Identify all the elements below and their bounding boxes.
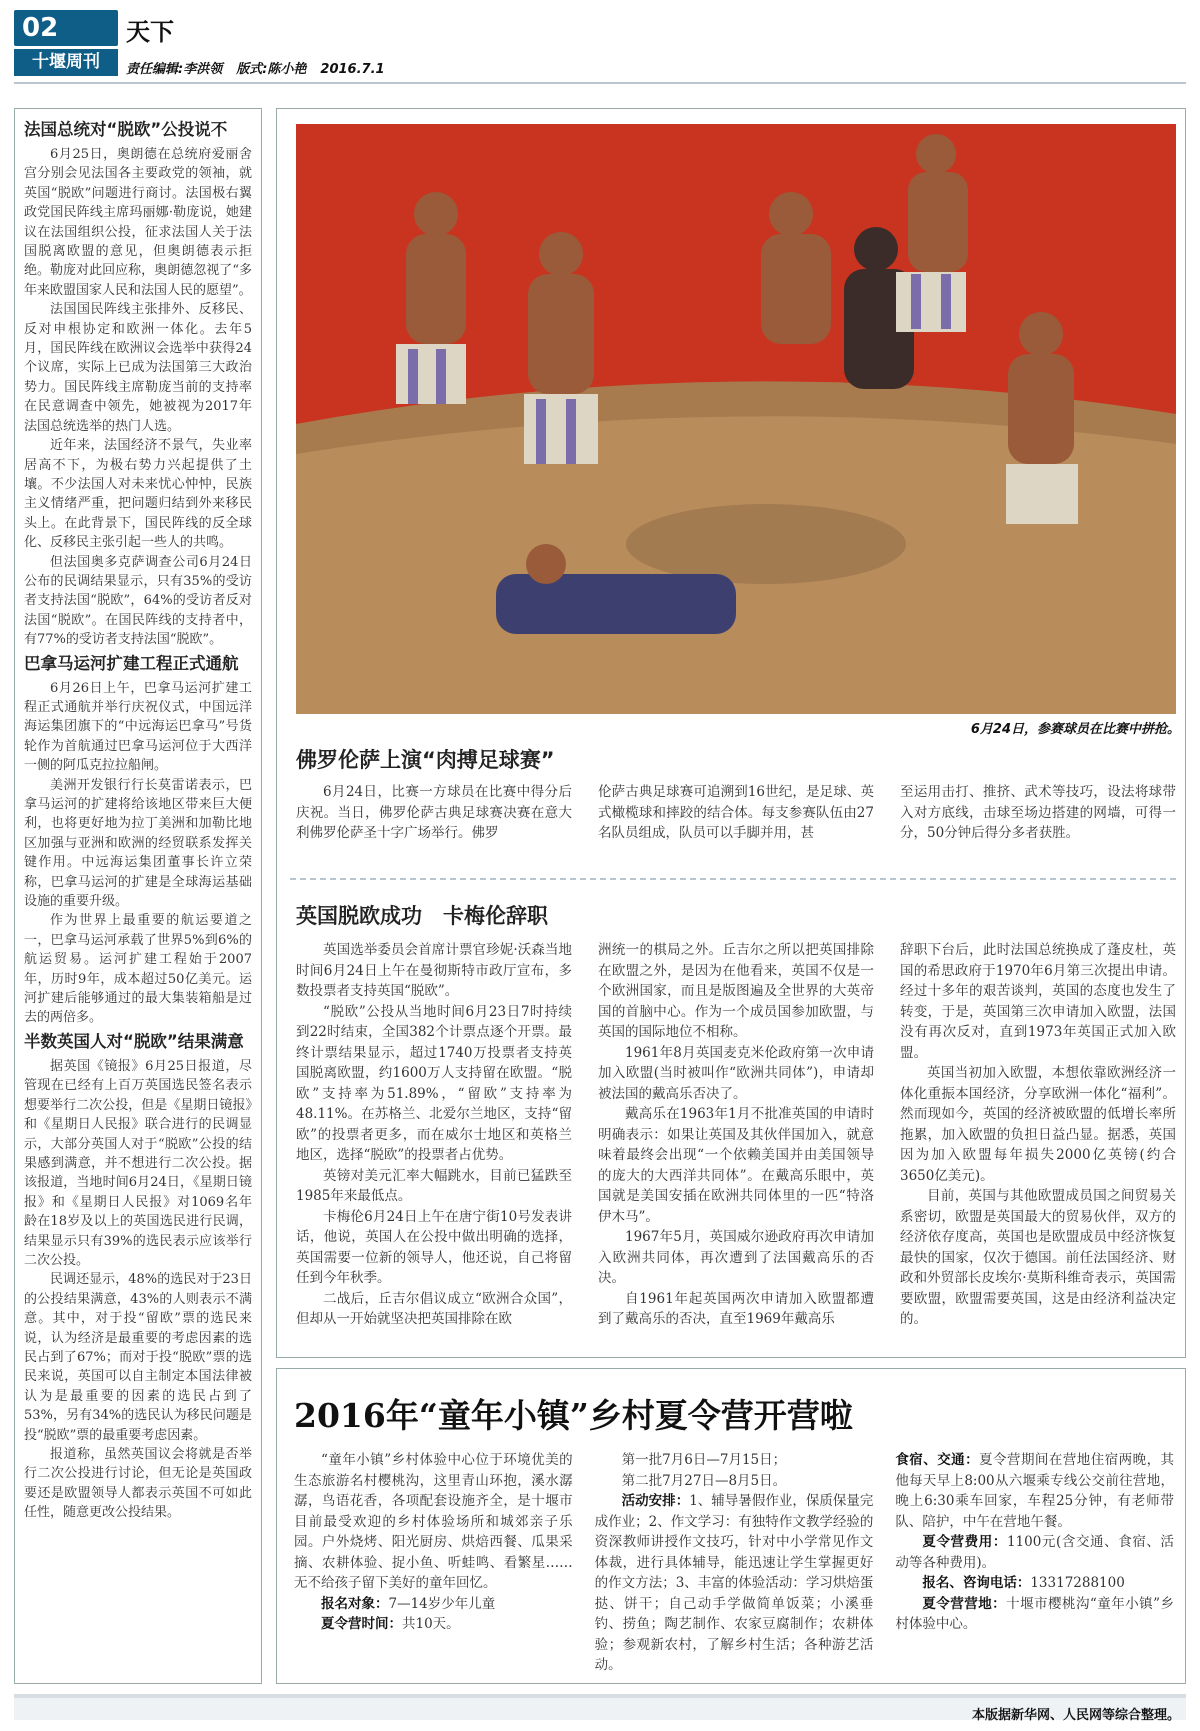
camp-item-value: 夏令营期间在营地住宿两晚，其他每天早上8:00从六堰乘专线公交前往营地，晚上6:30乘车回家，车程25分钟，有老师带队、陪护，中午在营地午餐。 [895,1452,1175,1530]
left-column [14,108,262,1684]
page-header [14,10,1186,88]
brexit-paragraph: 英国当初加入欧盟，本想依靠欧洲经济一体化重振本国经济，分享欧洲一体化“福利”。然而现如今，英国的经济被欧盟的低增长率所拖累，加入欧盟的负担日益凸显。据悉，英国因为加入欧盟每年损失2000亿英镑(约合3650亿美元)。 [900,1065,1176,1184]
camp-item-value: 第二批7月27日—8月5日。 [621,1472,787,1489]
brexit-paragraph: 二战后，丘吉尔倡议成立“欧洲合众国”，但却从一开始就坚决把英国排除在欧 [296,1290,572,1327]
left-article-paragraph: 作为世界上最重要的航运要道之一，巴拿马运河承载了世界5%到6%的航运贸易。运河扩建工程始于2007年，历时9年，成本超过50亿美元。运河扩建后能够通过的最大集装箱船是过去的两倍多。 [24,913,252,1026]
camp-column [895,1450,1174,1676]
brexit-paragraph: “脱欧”公投从当地时间6月23日7时持续到22时结束，全国382个计票点逐个开票。最终计票结果显示，超过1740万投票者支持英国脱离欧盟，约1600万人支持留在欧盟。“脱欧”支持率为51.89%，“留欧”支持率为48.11%。在苏格兰、北爱尔兰地区，支持“留欧”的投票者更多，而在威尔士地区和英格兰地区，选择“脱欧”的投票者占优势。 [296,1003,572,1163]
football-column [900,782,1176,844]
byline [126,58,399,77]
left-article-paragraph: 据英国《镜报》6月25日报道，尽管现在已经有上百万英国选民签名表示想要举行二次公投，但是《星期日镜报》和《星期日人民报》联合进行的民调显示，大部分英国人对于“脱欧”公投的结果感到满意，并不想进行二次公投。据该报道，当地时间6月24日，《星期日镜报》和《星期日人民报》对1069名年龄在18岁及以上的英国选民进行民调，结果显示只有39%的选民表示应该举行二次公投。 [24,1058,252,1268]
left-article-paragraph: 报道称，虽然英国议会将就是否举行二次公投进行讨论，但无论是英国政要还是欧盟领导人都表示英国不可如此任性，随意更改公投结果。 [24,1447,252,1521]
camp-column [294,1450,573,1676]
camp-item [595,1471,874,1492]
camp-item [895,1532,1174,1573]
brexit-paragraph: 自1961年起英国两次申请加入欧盟都遭到了戴高乐的否决，直至1969年戴高乐 [598,1290,874,1327]
camp-item [294,1614,573,1635]
left-article-paragraph: 近年来，法国经济不景气，失业率居高不下，为极右势力兴起提供了土壤。不少法国人对未来忧心忡忡，民族主义情绪严重，把问题归结到外来移民头上。在此背景下，国民阵线的反全球化、反移民主张引起一些人的共鸣。 [24,438,252,551]
article-brexit-body [296,940,1176,1330]
left-article-paragraph: 6月26日上午，巴拿马运河扩建工程正式通航并举行庆祝仪式，中国远洋海运集团旗下的“中远海运巴拿马”号货轮作为首航通过巴拿马运河位于大西洋一侧的阿瓜克拉拉船闸。 [24,680,252,774]
camp-column [595,1450,874,1676]
left-article-paragraph: 6月25日，奥朗德在总统府爱丽舍宫分别会见法国各主要政党的领袖，就英国“脱欧”问题进行商讨。法国极右翼政党国民阵线主席玛丽娜·勒庞说，她建议在法国组织公投，征求法国人关于法国脱离欧盟的意见，但奥朗德表示拒绝。勒庞对此回应称，奥朗德忽视了“多年来欧盟国家人民和法国人民的愿望”。 [24,147,252,298]
brexit-paragraph: 1961年8月英国麦克米伦政府第一次申请加入欧盟(当时被叫作“欧洲共同体”)，申请却被法国的戴高乐否决了。 [598,1044,874,1102]
article-football-title: 佛罗伦萨上演“肉搏足球赛” [296,748,555,772]
issue-date: 2016.7.1 [320,62,385,77]
photo-caption: 6月24日，参赛球员在比赛中拼抢。 [970,722,1180,737]
football-paragraph: 伦萨古典足球赛可追溯到16世纪，是足球、英式橄榄球和摔跤的结合体。每支参赛队伍由27名队员组成，队员可以手脚并用，甚 [598,784,874,841]
camp-item-value: 第一批7月6日—7月15日； [621,1452,787,1468]
camp-item [895,1450,1174,1532]
brexit-column [296,940,572,1330]
football-column [598,782,874,844]
layout-credit: 版式:陈小艳 [236,62,307,77]
photo-illustration [296,124,1176,714]
brexit-paragraph: 卡梅伦6月24日上午在唐宁街10号发表讲话，他说，英国人在公投中做出明确的选择，英国需要一位新的领导人，他还说，自己将留任到今年秋季。 [296,1208,572,1286]
brexit-paragraph: 1967年5月，英国威尔逊政府再次申请加入欧洲共同体，再次遭到了法国戴高乐的否决。 [598,1229,874,1286]
camp-item-key: 夏令营费用： [922,1534,1007,1550]
camp-item-key: 报名、咨询电话： [922,1575,1031,1591]
camp-item-value: 7—14岁少年儿童 [388,1595,496,1612]
editor: 责任编辑:李洪领 [126,62,223,77]
camp-item-value: 13317288100 [1030,1575,1125,1591]
football-paragraph: 6月24日，比赛一方球员在比赛中得分后庆祝。当日，佛罗伦萨古典足球赛决赛在意大利佛罗伦萨圣十字广场举行。佛罗 [296,784,572,841]
left-article-title: 法国总统对“脱欧”公投说不 [24,120,228,139]
left-article-title: 半数英国人对“脱欧”结果满意 [24,1031,244,1051]
camp-item-value: 1、辅导暑假作业，保质保量完成作业；2、作文学习：有独特作文教学经验的资深教师讲授作文技巧，针对中小学常见作文体裁，进行具体辅导，能迅速让学生掌握更好的作文方法；3、丰富的体验活动：学习烘焙蛋挞、饼干；自己动手学做简单饭菜；小溪垂钓、捞鱼；陶艺制作、农家豆腐制作；农耕体验；参观新农村，了解乡村生活；各种游艺活动。 [594,1493,874,1673]
camp-item-key: 活动安排： [621,1493,690,1509]
camp-item-key: 夏令营时间： [321,1616,402,1632]
summer-camp-title: 2016年“童年小镇”乡村夏令营开营啦 [294,1396,853,1435]
brexit-paragraph: 英国选举委员会首席计票官珍妮·沃森当地时间6月24日上午在曼彻斯特市政厅宣布，多数投票者支持英国“脱欧”。 [296,942,572,999]
camp-item-key: 夏令营营地： [922,1595,1007,1612]
calcio-storico-photo [296,124,1176,714]
camp-item-value: 十堰市樱桃沟“童年小镇”乡村体验中心。 [895,1595,1175,1632]
article-brexit-title: 英国脱欧成功 卡梅伦辞职 [296,904,548,928]
brexit-paragraph: 洲统一的棋局之外。丘吉尔之所以把英国排除在欧盟之外，是因为在他看来，英国不仅是一个欧洲国家，而且是版图遍及全世界的大英帝国的首脑中心。作为一个成员国参加欧盟，与英国的国际地位不相称。 [598,942,874,1040]
brexit-column [598,940,874,1330]
football-column [296,782,572,844]
paper-name: 十堰周刊 [14,49,118,76]
footer-note: 本版据新华网、人民网等综合整理。 [14,1694,1186,1720]
left-article-title: 巴拿马运河扩建工程正式通航 [24,653,239,673]
header-rule [14,82,1186,84]
brexit-paragraph: 戴高乐在1963年1月不批准英国的申请时明确表示：如果让英国及其伙伴国加入，就意味着最终会出现“一个依赖美国并由美国领导的庞大的大西洋共同体”。在戴高乐眼中，英国就是美国安插在欧洲共同体里的一匹“特洛伊木马”。 [598,1106,874,1225]
camp-item-value: 1100元(含交通、食宿、活动等各种费用)。 [895,1534,1175,1571]
section-title: 天下 [126,17,174,46]
left-article-paragraph: 但法国奥多克萨调查公司6月24日公布的民调结果显示，只有35%的受访者支持法国“脱欧”，64%的受访者反对法国“脱欧”。在国民阵线的支持者中，有77%的受访者支持法国“脱欧”。 [24,554,252,648]
camp-intro: “童年小镇”乡村体验中心位于环境优美的生态旅游名村樱桃沟，这里青山环抱，溪水潺潺，鸟语花香，各项配套设施齐全，是十堰市目前最受欢迎的乡村体验场所和城郊亲子乐园。户外烧烤、阳光厨房、烘焙西餐、瓜果采摘、农耕体验、捉小鱼、听蛙鸣、看繁星……无不给孩子留下美好的童年回忆。 [294,1452,573,1591]
camp-item [294,1594,573,1615]
brexit-paragraph: 英镑对美元汇率大幅跳水，目前已猛跌至1985年来最低点。 [296,1167,572,1204]
left-article-paragraph: 美洲开发银行行长莫雷诺表示，巴拿马运河的扩建将给该地区带来巨大便利，也将更好地为拉丁美洲和加勒比地区加强与亚洲和欧洲的经贸联系发挥关键作用。中远海运集团董事长许立荣称，巴拿马运河的扩建是全球海运基础设施的重要升级。 [24,777,252,910]
camp-item [595,1450,874,1471]
brexit-paragraph: 辞职下台后，此时法国总统换成了蓬皮杜，英国的希思政府于1970年6月第三次提出申请。经过十多年的艰苦谈判，英国的态度也发生了转变，于是，英国第三次申请加入欧盟，法国没有再次反对，直到1973年英国正式加入欧盟。 [900,942,1176,1061]
article-football-body [296,782,1176,844]
camp-item-value: 共10天。 [402,1616,460,1632]
camp-item [895,1573,1174,1594]
left-article-paragraph: 法国国民阵线主张排外、反移民、反对申根协定和欧洲一体化。去年5月，国民阵线在欧洲议会选举中获得24个议席，实际上已成为法国第三大政治势力。国民阵线主席勒庞当前的支持率在民意调查中领先，她被视为2017年法国总统选举的热门人选。 [24,302,252,434]
left-article-paragraph: 民调还显示，48%的选民对于23日的公投结果满意，43%的人则表示不满意。其中，对于投“留欧”票的选民来说，认为经济是最重要的考虑因素的选民占到了67%；而对于投“脱欧”票的选民来说，英国可以自主制定本国法律被认为是最重要的因素的选民占到了53%，另有34%的选民认为移民问题是投“脱欧”票的最重要考虑因素。 [24,1272,252,1443]
camp-item-key: 食宿、交通： [895,1452,980,1468]
camp-item [595,1491,874,1676]
article-divider [290,878,1176,880]
camp-item-key: 报名对象： [321,1595,389,1612]
brexit-paragraph: 目前，英国与其他欧盟成员国之间贸易关系密切，欧盟是英国最大的贸易伙伴，双方的经济依存度高，英国也是欧盟成员中经济恢复最快的国家，仅次于德国。前任法国经济、财政和外贸部长皮埃尔·莫斯科维奇表示，英国需要欧盟，欧盟需要英国，这是由经济利益决定的。 [900,1188,1176,1327]
page-number: 02 [14,10,118,46]
camp-item [895,1594,1174,1635]
football-paragraph: 至运用击打、推挤、武术等技巧，设法将球带入对方底线，击球至场边搭建的网墙，可得一分，50分钟后得分多者获胜。 [900,784,1176,841]
summer-camp-body [294,1450,1174,1676]
brexit-column [900,940,1176,1330]
